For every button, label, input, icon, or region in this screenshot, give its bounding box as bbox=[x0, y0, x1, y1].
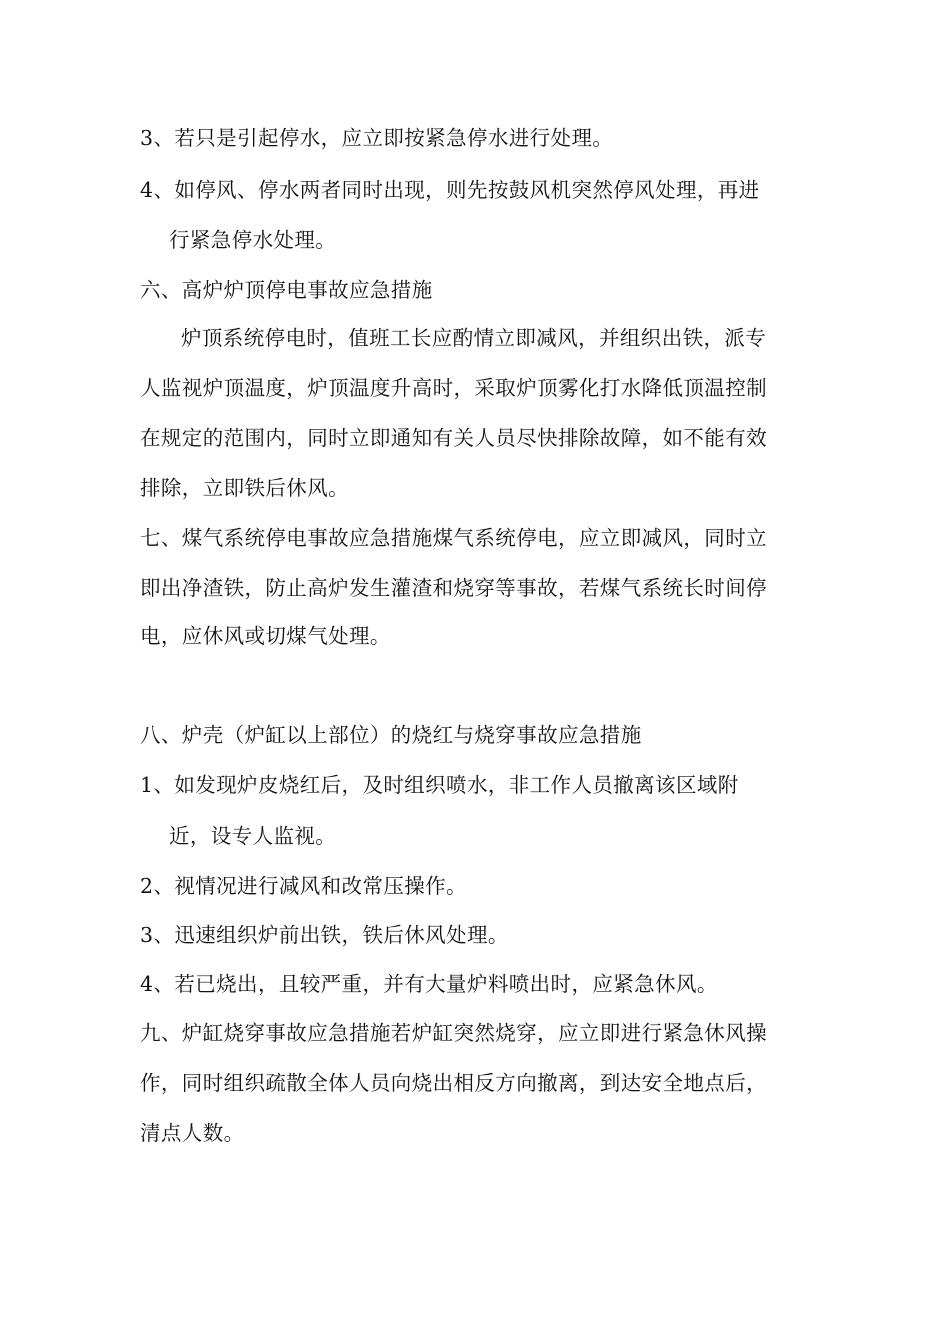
section-9-paragraph-line-3: 清点人数。 bbox=[140, 1121, 245, 1145]
section-8-item-1-line-2: 近，设专人监视。 bbox=[169, 824, 337, 848]
item-4-wind-water-line-2: 行紧急停水处理。 bbox=[169, 228, 337, 252]
section-8-item-3: 3、迅速组织炉前出铁，铁后休风处理。 bbox=[140, 923, 509, 947]
section-6-paragraph-line-1: 炉顶系统停电时，值班工长应酌情立即减风，并组织出铁，派专 bbox=[181, 326, 767, 350]
section-8-item-2: 2、视情况进行减风和改常压操作。 bbox=[140, 874, 467, 898]
section-8-item-1-line-1: 1、如发现炉皮烧红后，及时组织喷水，非工作人员撤离该区域附 bbox=[140, 773, 739, 797]
section-9-paragraph-line-2: 作，同时组织疏散全体人员向烧出相反方向撤离，到达安全地点后， bbox=[140, 1071, 767, 1095]
section-8-item-4: 4、若已烧出，且较严重，并有大量炉料喷出时，应紧急休风。 bbox=[140, 972, 718, 996]
section-6-heading: 六、高炉炉顶停电事故应急措施 bbox=[140, 278, 433, 302]
section-6-paragraph-line-2: 人监视炉顶温度，炉顶温度升高时，采取炉顶雾化打水降低顶温控制 bbox=[140, 376, 767, 400]
section-6-paragraph-line-4: 排除，立即铁后休风。 bbox=[140, 476, 349, 500]
item-3-stop-water: 3、若只是引起停水，应立即按紧急停水进行处理。 bbox=[140, 126, 614, 150]
section-7-paragraph-line-2: 即出净渣铁，防止高炉发生灌渣和烧穿等事故，若煤气系统长时间停 bbox=[140, 576, 767, 600]
section-7-paragraph-line-3: 电，应休风或切煤气处理。 bbox=[140, 624, 391, 648]
section-6-paragraph-line-3: 在规定的范围内，同时立即通知有关人员尽快排除故障，如不能有效 bbox=[140, 426, 767, 450]
item-4-wind-water-line-1: 4、如停风、停水两者同时出现，则先按鼓风机突然停风处理，再进 bbox=[140, 178, 760, 202]
section-7-paragraph-line-1: 七、煤气系统停电事故应急措施煤气系统停电，应立即减风，同时立 bbox=[140, 526, 767, 550]
section-8-heading: 八、炉壳（炉缸以上部位）的烧红与烧穿事故应急措施 bbox=[140, 723, 642, 747]
section-9-paragraph-line-1: 九、炉缸烧穿事故应急措施若炉缸突然烧穿，应立即进行紧急休风操 bbox=[140, 1021, 767, 1045]
